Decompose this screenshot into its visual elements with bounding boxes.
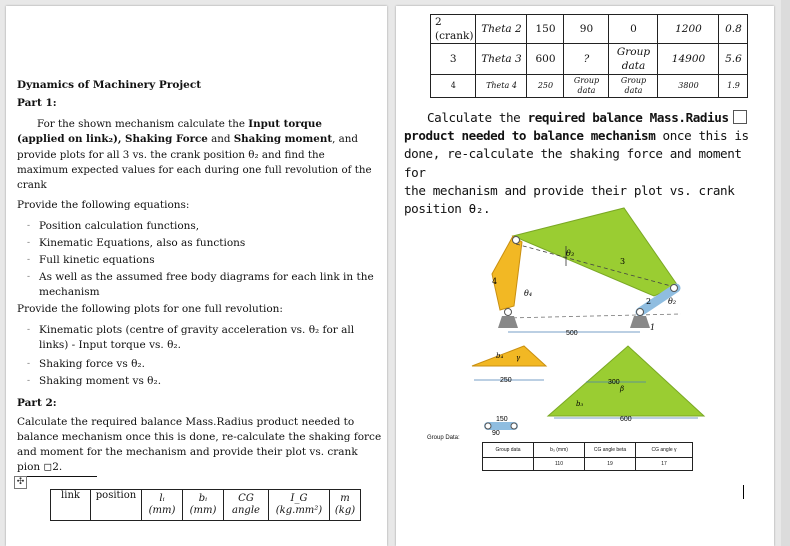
list-item: - Full kinetic equations [19,253,374,268]
list-item: - Kinematic Equations, also as functions [19,236,374,251]
plots-list [19,323,374,391]
joint [485,423,491,429]
left-page [6,6,387,546]
table-cell: position [91,490,142,521]
table-row [483,443,693,458]
table-cell: lᵢ (mm) [142,490,183,521]
theta4-label: θ₄ [524,289,533,298]
table-cell: link [51,490,91,521]
table-cell: 1200 [658,15,719,44]
table-cell: CG angle [224,490,269,521]
joint [671,285,678,292]
mechanism-figure [396,206,774,466]
table-cell [483,458,534,471]
theta2-label: θ₂ [668,297,677,306]
table-cell: b₃ (mm) [534,443,585,458]
joint [511,423,517,429]
table-cell: 14900 [658,44,719,75]
table-cell: 3800 [658,75,719,98]
table-cell: 0.8 [719,15,748,44]
link4-shape [492,236,522,310]
equations-list [19,219,374,302]
table-cell: 250 [527,75,564,98]
table-move-handle-icon[interactable]: ✣ [14,476,27,489]
joint [513,237,520,244]
group-data-label: Group Data: [427,435,460,441]
theta3-label: θ₃ [566,249,575,258]
table-row [483,458,693,471]
text-cursor [743,485,744,499]
ground-support [630,316,650,328]
table-cell: I_G (kg.mm²) [269,490,330,521]
link3-label: 3 [620,257,626,266]
table-cell: 0 [609,15,658,44]
part2-paragraph: Calculate the required balance Mass.Radius product needed to balance mechanism once this is done, re-calculate the shaking force and moment for the mechanism and provide their plot vs. crank pion ◻2. [17,416,382,473]
table-cell: 90 [564,15,609,44]
placeholder-box-icon [733,110,747,124]
joint [637,309,644,316]
dim-150: 150 [496,416,508,423]
table-cell: 19 [585,458,636,471]
dim-250: 250 [500,377,512,384]
part2-heading: Part 2: [17,397,57,409]
right-page [396,6,774,546]
joint [505,309,512,316]
list-item: - Kinematic plots (centre of gravity acceleration vs. θ₂ for all links) - Input torque vs. θ₂. [19,323,374,353]
ground-line [506,314,681,318]
group-data-table [482,442,693,471]
dim-90: 90 [492,430,500,437]
link-properties-table-body [430,14,748,98]
dim-600: 600 [620,416,632,423]
table-cell: 17 [636,458,693,471]
table-cell: 150 [527,15,564,44]
list-item: - Shaking moment vs θ₂. [19,374,374,389]
table-cell: 3 [431,44,476,75]
table-cell: 5.6 [719,44,748,75]
table-cell: 1.9 [719,75,748,98]
table-cell: m (kg) [330,490,361,521]
table-cell: 2 (crank) [431,15,476,44]
part1-paragraph: For the shown mechanism calculate the Input torque (applied on link₂), Shaking Force and Shaking moment, and provide plots for all 3 vs. the crank position θ₂ and find the maximum expected values for each during one full revolution of the crank [17,118,372,192]
table-row [431,75,748,98]
table-cell: 110 [534,458,585,471]
table-cell: Group data [483,443,534,458]
table-row [431,15,748,44]
table-cell: Theta 4 [476,75,527,98]
table-row [51,490,361,521]
gamma-label: γ [516,354,521,362]
table-cell: 600 [527,44,564,75]
table-cell: bᵢ (mm) [183,490,224,521]
link3-shape [513,208,678,296]
table-cell: Group data [564,75,609,98]
part2-instructions: Calculate the required balance Mass.Radius product needed to balance mechanism once this is done, re-calculate the shaking force and moment for the mechanism and provide their plot vs. crank position θ₂. [404,110,749,217]
dim-300: 300 [608,379,620,386]
plots-intro: Provide the following plots for one full revolution: [17,303,283,315]
scrollbar[interactable] [781,0,790,546]
b3-label: b₃ [576,400,584,408]
link2-label: 2 [646,297,652,306]
link3-detail [548,346,704,416]
table-cell: Group data [609,44,658,75]
table-cell: CG angle beta [585,443,636,458]
link4-label: 4 [492,277,498,286]
table-cell: Group data [609,75,658,98]
b4-label: b₄ [496,352,504,360]
link1-label: 1 [650,323,656,332]
link-properties-table-header [50,489,361,521]
beta-label: β [620,385,625,393]
table-cell: ? [564,44,609,75]
table-row [431,44,748,75]
dim-500: 500 [566,330,578,337]
table-cell: 4 [431,75,476,98]
link4-detail [472,346,546,366]
list-item: - As well as the assumed free body diagrams for each link in the mechanism [19,270,374,300]
table-cell: CG angle γ [636,443,693,458]
underline [17,476,97,477]
project-title: Dynamics of Machinery Project [17,79,202,91]
list-item: - Position calculation functions, [19,219,374,234]
table-cell: Theta 3 [476,44,527,75]
part1-heading: Part 1: [17,97,57,109]
equations-intro: Provide the following equations: [17,199,190,211]
table-cell: Theta 2 [476,15,527,44]
list-item: - Shaking force vs θ₂. [19,357,374,372]
